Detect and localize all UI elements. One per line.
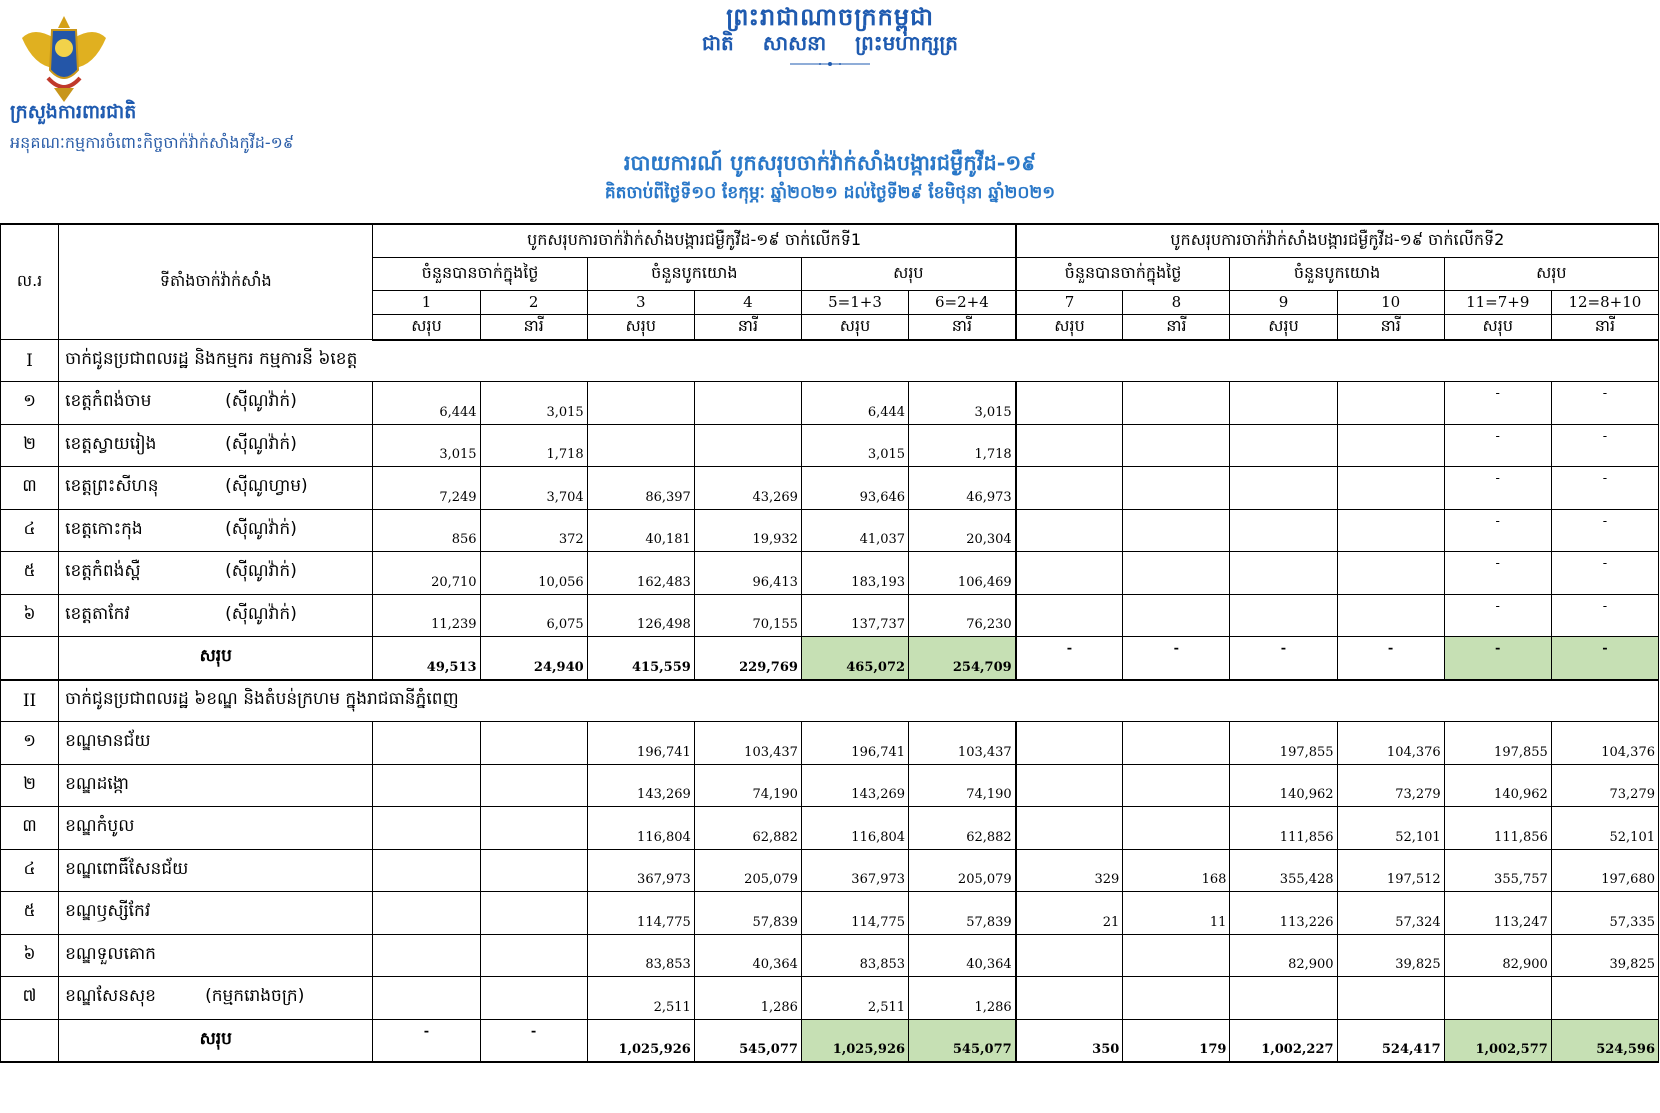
column-kind: នារី [480,314,587,340]
value-cell: 104,376 [1337,722,1444,765]
value-cell [1016,467,1123,510]
column-number: 10 [1337,290,1444,314]
value-cell [1016,722,1123,765]
table-body [1,340,1659,1063]
value-cell [1230,467,1337,510]
total-value: 229,769 [694,637,801,680]
table-row [1,892,1659,935]
total-value: 524,417 [1337,1019,1444,1062]
value-cell: 73,279 [1551,764,1658,807]
location-cell [59,722,373,765]
value-cell [1337,552,1444,595]
section-roman: I [1,340,59,382]
value-cell: 11,239 [373,594,480,637]
location-name: ខណ្ឌពោធិ៍សែនជ័យ [65,858,189,879]
value-cell [1123,509,1230,552]
dose2-daily-header: ចំនួនបានចាក់ក្នុងថ្ងៃ [1016,257,1230,290]
value-cell [1444,977,1551,1020]
vaccine-tag: (ស៊ីណូវ៉ាក់) [225,391,297,412]
total-value: 1,025,926 [587,1019,694,1062]
table-row [1,467,1659,510]
total-value: 1,002,577 [1444,1019,1551,1062]
value-cell: 329 [1016,849,1123,892]
column-kind: នារី [1337,314,1444,340]
value-cell: 143,269 [801,764,908,807]
value-cell: 57,839 [909,892,1016,935]
value-cell: 82,900 [1444,934,1551,977]
value-cell: 114,775 [587,892,694,935]
value-cell: 20,304 [909,509,1016,552]
value-cell: 21 [1016,892,1123,935]
total-value: 1,002,227 [1230,1019,1337,1062]
location-name: ខណ្ឌទួលគោក [65,943,156,964]
value-cell [480,849,587,892]
ministry-emblem [14,8,114,104]
value-cell: 116,804 [801,807,908,850]
row-number: ៣ [1,467,59,510]
value-cell: 183,193 [801,552,908,595]
value-cell [1230,977,1337,1020]
table-row [1,509,1659,552]
value-cell [1016,934,1123,977]
value-cell: 116,804 [587,807,694,850]
value-cell [1016,594,1123,637]
location-cell [59,552,373,595]
value-cell [1123,722,1230,765]
value-cell: 52,101 [1337,807,1444,850]
column-number: 6=2+4 [909,290,1016,314]
ornament-divider [790,60,870,68]
column-number: 7 [1016,290,1123,314]
row-number: ៤ [1,849,59,892]
table-row [1,764,1659,807]
value-cell: - [1551,424,1658,467]
column-kind: សរុប [373,314,480,340]
value-cell: 1,718 [909,424,1016,467]
value-cell [694,382,801,425]
value-cell: 196,741 [587,722,694,765]
location-cell [59,382,373,425]
value-cell: 143,269 [587,764,694,807]
value-cell: 355,757 [1444,849,1551,892]
value-cell: 41,037 [801,509,908,552]
value-cell [1337,977,1444,1020]
value-cell: 2,511 [587,977,694,1020]
value-cell: 137,737 [801,594,908,637]
value-cell: 82,900 [1230,934,1337,977]
value-cell [1230,424,1337,467]
value-cell: 43,269 [694,467,801,510]
column-number: 12=8+10 [1551,290,1658,314]
location-name: ខេត្តកោះកុង [65,518,143,539]
dose1-header: បូកសរុបការចាក់វ៉ាក់សាំងបង្ការជម្ងឺកូវីដ-១៩ ចាក់លើកទី1 [373,224,1016,257]
column-kind: សរុប [587,314,694,340]
column-kind: សរុប [1444,314,1551,340]
dose2-total-header: សរុប [1444,257,1658,290]
value-cell: 74,190 [694,764,801,807]
location-cell [59,594,373,637]
section-title: ចាក់ជូនប្រជាពលរដ្ឋ និងកម្មករ កម្មការនី ៦ខេត្ត [59,340,1659,382]
total-value: - [1551,637,1658,680]
value-cell: 57,335 [1551,892,1658,935]
value-cell: 10,056 [480,552,587,595]
location-name: ខេត្តកំពង់ស្ពឺ [65,561,141,582]
vaccine-tag: (ស៊ីណូវ៉ាក់) [225,561,297,582]
location-cell [59,807,373,850]
column-kind: សរុប [1230,314,1337,340]
value-cell: 104,376 [1551,722,1658,765]
national-motto: ជាតិ សាសនា ព្រះមហាក្សត្រ [702,31,958,55]
value-cell: 1,286 [694,977,801,1020]
table-header [1,224,1659,340]
column-kind: សរុប [1016,314,1123,340]
ministry-name: ក្រសួងការពារជាតិ [10,101,137,123]
value-cell: 197,680 [1551,849,1658,892]
location-name: ខេត្តស្វាយរៀង [65,433,157,454]
value-cell [1230,382,1337,425]
value-cell: 355,428 [1230,849,1337,892]
column-number: 5=1+3 [801,290,908,314]
value-cell: - [1444,594,1551,637]
vaccine-tag: (ស៊ីណូវ៉ាក់) [225,603,297,624]
section-header-row [1,680,1659,722]
value-cell: 162,483 [587,552,694,595]
value-cell: - [1444,424,1551,467]
value-cell [1016,424,1123,467]
value-cell: 114,775 [801,892,908,935]
location-cell [59,892,373,935]
value-cell [1016,977,1123,1020]
value-cell: 76,230 [909,594,1016,637]
total-value: 465,072 [801,637,908,680]
table-row [1,934,1659,977]
dose2-cumulative-header: ចំនួនបូកយោង [1230,257,1444,290]
value-cell [1123,594,1230,637]
location-name: ខណ្ឌដង្កោ [65,773,129,794]
column-number: 11=7+9 [1444,290,1551,314]
value-cell: 93,646 [801,467,908,510]
value-cell: 140,962 [1230,764,1337,807]
value-cell [1123,977,1230,1020]
vaccine-tag: (ស៊ីណូហ្វាម) [225,476,308,497]
total-value: - [373,1019,480,1062]
value-cell [1123,764,1230,807]
value-cell [1016,764,1123,807]
value-cell [1123,424,1230,467]
value-cell: 1,286 [909,977,1016,1020]
location-cell [59,849,373,892]
value-cell: 197,512 [1337,849,1444,892]
value-cell: 62,882 [694,807,801,850]
vaccine-tag: (ស៊ីណូវ៉ាក់) [225,433,297,454]
value-cell: 57,324 [1337,892,1444,935]
column-number: 8 [1123,290,1230,314]
total-row-blank [1,637,59,680]
row-number: ១ [1,722,59,765]
value-cell: 74,190 [909,764,1016,807]
value-cell: - [1551,552,1658,595]
table-row [1,722,1659,765]
total-value: - [1337,637,1444,680]
value-cell [1016,509,1123,552]
location-cell [59,509,373,552]
column-number: 2 [480,290,587,314]
column-kind: នារី [909,314,1016,340]
location-cell [59,977,373,1020]
value-cell: - [1551,382,1658,425]
value-cell: 57,839 [694,892,801,935]
value-cell: 39,825 [1551,934,1658,977]
location-name: ខណ្ឌសែនសុខ [65,986,156,1007]
total-value: 545,077 [909,1019,1016,1062]
value-cell: 126,498 [587,594,694,637]
total-value: 350 [1016,1019,1123,1062]
row-number: ២ [1,764,59,807]
row-number: ១ [1,382,59,425]
value-cell: 46,973 [909,467,1016,510]
dose1-total-header: សរុប [801,257,1015,290]
value-cell: 205,079 [694,849,801,892]
location-name: ខេត្តកំពង់ចាម [65,391,152,412]
value-cell: 39,825 [1337,934,1444,977]
total-value: - [1123,637,1230,680]
value-cell: 52,101 [1551,807,1658,850]
value-cell: 113,247 [1444,892,1551,935]
location-cell [59,764,373,807]
value-cell: 40,181 [587,509,694,552]
total-value: 524,596 [1551,1019,1658,1062]
value-cell: 1,718 [480,424,587,467]
value-cell: - [1444,552,1551,595]
value-cell [694,424,801,467]
vaccination-table [0,223,1659,1063]
value-cell: 6,444 [373,382,480,425]
value-cell: 3,704 [480,467,587,510]
value-cell: 73,279 [1337,764,1444,807]
row-number: ៥ [1,552,59,595]
report-period: គិតចាប់ពីថ្ងៃទី១០ ខែកុម្ភៈ ឆ្នាំ២០២១ ដល់ថ្ងៃទី២៩ ខែមិថុនា ឆ្នាំ២០២១ [604,183,1056,203]
value-cell: - [1444,382,1551,425]
total-value: 1,025,926 [801,1019,908,1062]
report-title: របាយការណ៍ បូកសរុបចាក់វ៉ាក់សាំងបង្ការជម្ងឺកូវីដ-១៩ [623,150,1037,175]
value-cell: 111,856 [1444,807,1551,850]
value-cell: - [1444,467,1551,510]
value-cell: 40,364 [694,934,801,977]
location-name: ខេត្តព្រះសីហនុ [65,476,159,497]
value-cell [1337,509,1444,552]
value-cell [373,977,480,1020]
col-header-no: ល.រ [1,224,59,340]
section-roman: II [1,680,59,722]
total-value: 415,559 [587,637,694,680]
value-cell [373,807,480,850]
total-value: 24,940 [480,637,587,680]
value-cell [373,892,480,935]
value-cell: 20,710 [373,552,480,595]
value-cell: 367,973 [801,849,908,892]
value-cell: 83,853 [801,934,908,977]
location-name: ខណ្ឌមានជ័យ [65,731,151,752]
value-cell [587,382,694,425]
table-row [1,849,1659,892]
value-cell [1230,594,1337,637]
value-cell: 96,413 [694,552,801,595]
value-cell: 83,853 [587,934,694,977]
total-row-blank [1,1019,59,1062]
value-cell: 372 [480,509,587,552]
value-cell [1337,382,1444,425]
value-cell: 113,226 [1230,892,1337,935]
row-number: ៥ [1,892,59,935]
total-label: សរុប [59,637,373,680]
total-value: - [1444,637,1551,680]
value-cell [1230,552,1337,595]
value-cell [373,722,480,765]
value-cell: 140,962 [1444,764,1551,807]
location-name: ខេត្តតាកែវ [65,603,130,624]
value-cell [480,934,587,977]
table-row [1,424,1659,467]
kingdom-title: ព្រះរាជាណាចក្រកម្ពុជា [726,2,934,31]
table-row [1,552,1659,595]
location-cell [59,467,373,510]
value-cell [587,424,694,467]
value-cell: 111,856 [1230,807,1337,850]
value-cell [1016,382,1123,425]
col-header-location: ទីតាំងចាក់វ៉ាក់សាំង [59,224,373,340]
dose2-header: បូកសរុបការចាក់វ៉ាក់សាំងបង្ការជម្ងឺកូវីដ-១៩ ចាក់លើកទី2 [1016,224,1659,257]
total-row [1,1019,1659,1062]
total-label: សរុប [59,1019,373,1062]
value-cell: - [1551,509,1658,552]
location-name: ខណ្ឌឫស្សីកែវ [65,901,151,922]
value-cell: 856 [373,509,480,552]
table-row [1,977,1659,1020]
value-cell [480,807,587,850]
value-cell: - [1444,509,1551,552]
value-cell [1123,552,1230,595]
value-cell: 3,015 [909,382,1016,425]
row-number: ៦ [1,594,59,637]
row-number: ៧ [1,977,59,1020]
value-cell [480,977,587,1020]
value-cell: - [1551,467,1658,510]
value-cell: - [1551,594,1658,637]
row-number: ៦ [1,934,59,977]
value-cell: 11 [1123,892,1230,935]
total-value: - [1230,637,1337,680]
value-cell: 103,437 [694,722,801,765]
total-value: 49,513 [373,637,480,680]
value-cell [373,934,480,977]
value-cell: 7,249 [373,467,480,510]
column-number: 9 [1230,290,1337,314]
table-row [1,594,1659,637]
section-header-row [1,340,1659,382]
table-row [1,807,1659,850]
value-cell [1016,807,1123,850]
value-cell: 197,855 [1230,722,1337,765]
row-number: ២ [1,424,59,467]
value-cell: 62,882 [909,807,1016,850]
location-cell [59,424,373,467]
table-row [1,382,1659,425]
value-cell: 6,444 [801,382,908,425]
value-cell: 6,075 [480,594,587,637]
column-number: 3 [587,290,694,314]
location-name: ខណ្ឌកំបូល [65,816,135,837]
dose1-daily-header: ចំនួនបានចាក់ក្នុងថ្ងៃ [373,257,587,290]
value-cell: 367,973 [587,849,694,892]
column-kind: សរុប [801,314,908,340]
value-cell [480,722,587,765]
vaccine-tag: (កម្មករោងចក្រ) [205,986,305,1007]
value-cell: 205,079 [909,849,1016,892]
value-cell: 70,155 [694,594,801,637]
value-cell: 3,015 [373,424,480,467]
value-cell: 103,437 [909,722,1016,765]
value-cell: 86,397 [587,467,694,510]
value-cell: 40,364 [909,934,1016,977]
value-cell [1337,424,1444,467]
value-cell [1551,977,1658,1020]
value-cell: 196,741 [801,722,908,765]
location-cell [59,934,373,977]
column-kind: នារី [694,314,801,340]
value-cell [1337,594,1444,637]
value-cell [1123,467,1230,510]
value-cell [373,764,480,807]
value-cell: 197,855 [1444,722,1551,765]
dose1-cumulative-header: ចំនួនបូកយោង [587,257,801,290]
value-cell [1123,934,1230,977]
total-row [1,637,1659,680]
value-cell: 106,469 [909,552,1016,595]
value-cell [1230,509,1337,552]
value-cell: 19,932 [694,509,801,552]
vaccine-tag: (ស៊ីណូវ៉ាក់) [225,518,297,539]
total-value: 254,709 [909,637,1016,680]
total-value: - [1016,637,1123,680]
column-kind: នារី [1123,314,1230,340]
row-number: ៣ [1,807,59,850]
value-cell [373,849,480,892]
value-cell [1123,807,1230,850]
value-cell [1016,552,1123,595]
value-cell: 2,511 [801,977,908,1020]
value-cell: 168 [1123,849,1230,892]
total-value: 545,077 [694,1019,801,1062]
value-cell [480,892,587,935]
value-cell [1337,467,1444,510]
value-cell [480,764,587,807]
column-number: 4 [694,290,801,314]
total-value: 179 [1123,1019,1230,1062]
total-value: - [480,1019,587,1062]
value-cell [1123,382,1230,425]
column-kind: នារី [1551,314,1658,340]
row-number: ៤ [1,509,59,552]
value-cell: 3,015 [480,382,587,425]
value-cell: 3,015 [801,424,908,467]
column-number: 1 [373,290,480,314]
section-title: ចាក់ជូនប្រជាពលរដ្ឋ ៦ខណ្ឌ និងតំបន់ក្រហម ក្នុងរាជធានីភ្នំពេញ [59,680,1659,722]
subcommittee-name: អនុគណៈកម្មការចំពោះកិច្ចចាក់វ៉ាក់សាំងកូវីដ-១៩ [10,133,295,152]
